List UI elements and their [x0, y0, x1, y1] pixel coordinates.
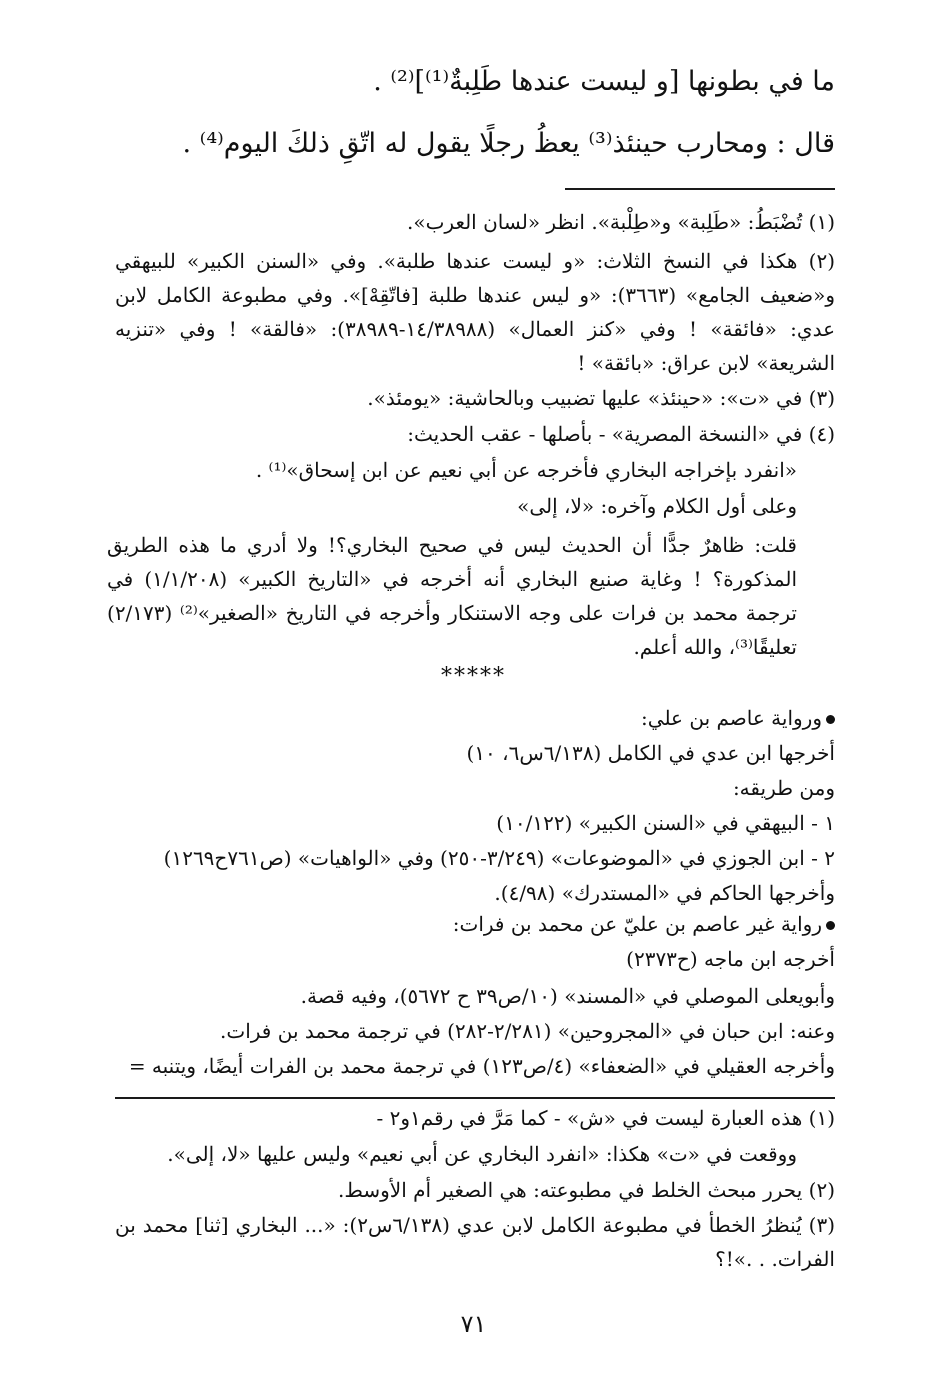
footnote-4-note: وعلى أول الكلام وآخره: «لا، إلى»: [517, 494, 797, 518]
main-text-line-2: قال : ومحارب حينئذ⁽³⁾ يعظُ رجلًا يقول له اتّقِ ذلكَ اليوم⁽⁴⁾ .: [182, 128, 835, 159]
body-line-1-text: ورواية عاصم بن علي:: [641, 706, 822, 730]
footnote-b-1: (١) هذه العبارة ليست في «ش» - كما مَرَّ في رقم١و٢ -: [376, 1106, 835, 1130]
section-separator: *****: [441, 664, 506, 689]
footnote-b-1-cont: ووقعت في «ت» هكذا: «انفرد البخاري عن أبي نعيم» وليس عليها «لا، إلى».: [167, 1142, 797, 1166]
body-line-9: وأبويعلى الموصلي في «المسند» (١٠/ص٣٩ ح ٥٦٧٢)، وفيه قصة.: [300, 984, 835, 1008]
footnote-4-quote: «انفرد بإخراجه البخاري فأخرجه عن أبي نعيم عن ابن إسحاق»⁽¹⁾ .: [255, 458, 797, 482]
footnote-4-comment: قلت: ظاهرٌ جدًّا أن الحديث ليس في صحيح البخاري؟! ولا أدري ما هذه الطريق المذكورة؟ ! وغاية صنيع البخاري أنه أخرجه في «التاريخ الكبير» (١/١/٢٠٨) في ترجمة محمد بن فرات على وجه الاستنكار وأخرجه في التاريخ «الصغير»⁽²⁾ (٢/١٧٣) تعليقًا⁽³⁾، والله أعلم.: [107, 533, 798, 659]
footnote-2: (٢) هكذا في النسخ الثلاث: «و ليست عندها طلبة». وفي «السنن الكبير» للبيهقي و«ضعيف الجامع» (٣٦٦٣): «و ليس عندها طلبة [فاتّقِهْ]». وفي مطبوعة الكامل لابن عدي: «فائقة» ! وفي «كنز العمال» (١٤/٣٨٩٨٨-٣٨٩٨٩): «فالقة» ! وفي «تنزيه الشريعة» لابن عراق: «بائقة» !: [115, 249, 836, 375]
footnote-1: (١) تُضْبَطُ: «طَلِبة» و«طِلْبة». انظر «لسان العرب».: [406, 210, 835, 234]
footnote-separator-top: [565, 188, 835, 190]
body-line-3: ومن طريقه:: [732, 776, 835, 800]
footnote-b-3: (٣) يُنظرُ الخطأ في مطبوعة الكامل لابن عدي (٦/١٣٨س٢): «... البخاري [ثنا] محمد بن الفرات. . .»!؟: [115, 1213, 835, 1271]
footnote-separator-bottom: [115, 1097, 835, 1099]
page-number: ٧١: [460, 1310, 487, 1338]
body-line-11: وأخرجه العقيلي في «الضعفاء» (٤/ص١٢٣) في ترجمة محمد بن الفرات أيضًا، ويتنبه =: [128, 1054, 835, 1078]
body-line-7: [115, 912, 835, 936]
body-line-1: [115, 706, 835, 730]
body-line-10: وعنه: ابن حبان في «المجروحين» (٢/٢٨١-٢٨٢) في ترجمة محمد بن فرات.: [220, 1019, 835, 1043]
body-line-8: أخرجه ابن ماجه (ح٢٣٧٣): [626, 947, 835, 971]
body-line-2: أخرجها ابن عدي في الكامل (٦/١٣٨س٦، ١٠): [466, 741, 835, 765]
body-line-4: ١ - البيهقي في «السنن الكبير» (١٠/١٢٢): [496, 811, 835, 835]
bullet-icon: [826, 715, 835, 724]
body-line-5: ٢ - ابن الجوزي في «الموضوعات» (٣/٢٤٩-٢٥٠) وفي «الواهيات» (ص٧٦١ح١٢٦٩): [163, 846, 835, 870]
footnote-4: (٤) في «النسخة المصرية» - بأصلها - عقب الحديث:: [407, 422, 835, 446]
footnote-3: (٣) في «ت»: «حينئذ» عليها تضبيب وبالحاشية: «يومئذ».: [367, 386, 835, 410]
body-line-7-text: رواية غير عاصم بن عليّ عن محمد بن فرات:: [452, 912, 822, 936]
main-text-line-1: ما في بطونها [و ليست عندها طَلِبةٌ⁽¹⁾]⁽²⁾ .: [373, 66, 835, 97]
bullet-icon: [826, 921, 835, 930]
body-line-6: وأخرجها الحاكم في «المستدرك» (٤/٩٨).: [494, 881, 835, 905]
footnote-b-2: (٢) يحرر مبحث الخلط في مطبوعته: هي الصغير أم الأوسط.: [338, 1178, 835, 1202]
